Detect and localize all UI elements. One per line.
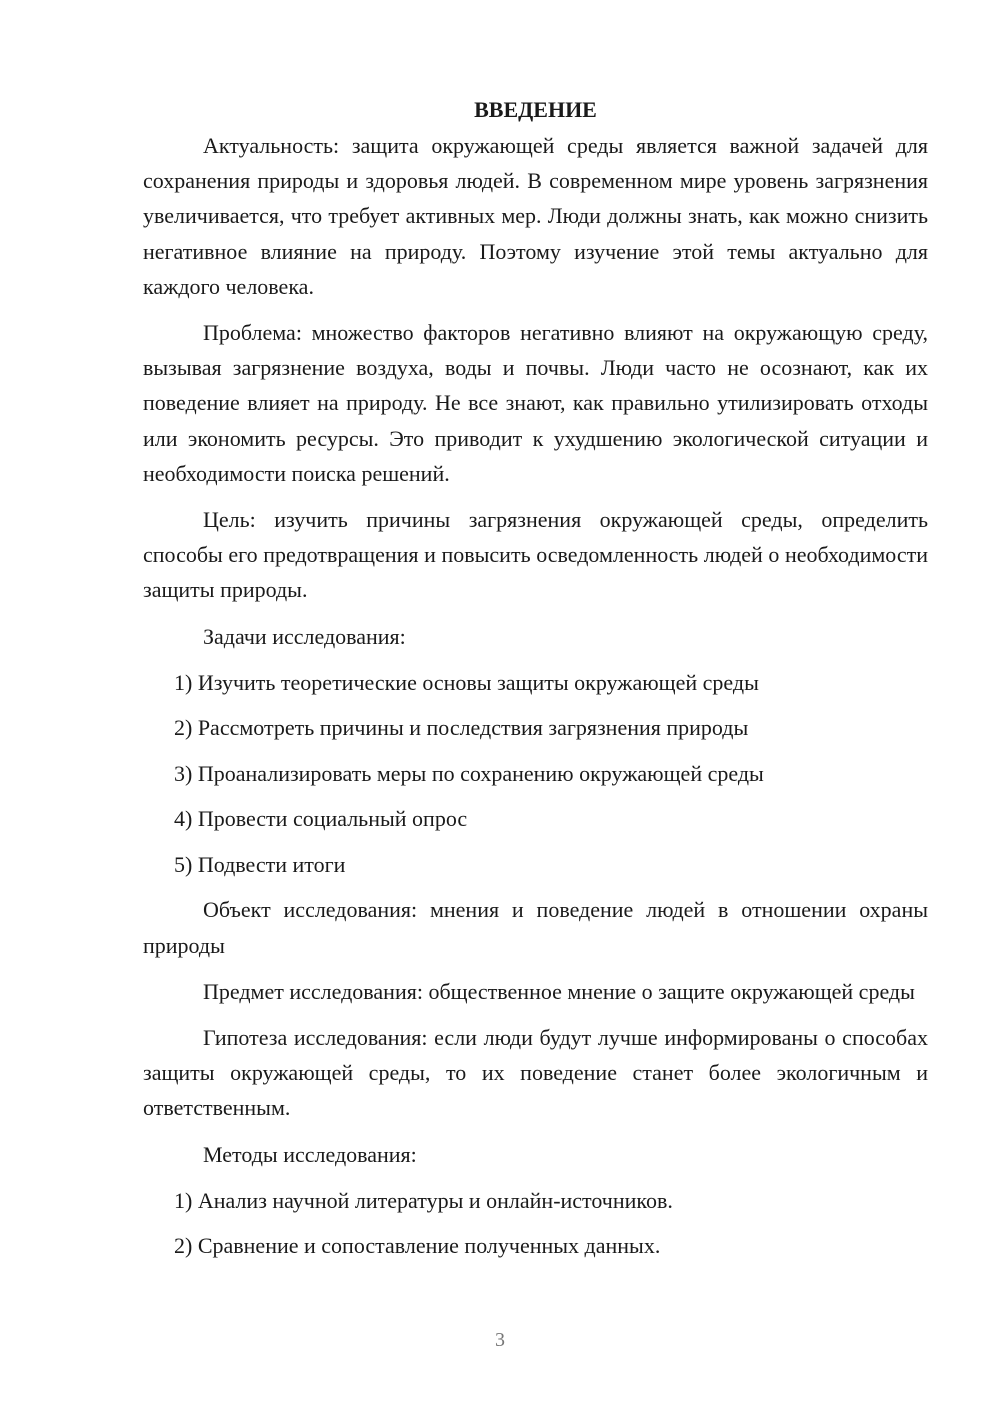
object-paragraph: Объект исследования: мнения и поведение людей в отношении охраны природы xyxy=(143,897,928,958)
task-item-4: 4) Провести социальный опрос xyxy=(174,806,468,832)
method-item-2: 2) Сравнение и сопоставление полученных данных. xyxy=(174,1233,661,1259)
problem-paragraph: Проблема: множество факторов негативно влияют на окружающую среду, вызывая загрязнение воздуха, воды и почвы. Люди часто не осознают, как их поведение влияет на природу. Не все знают, как правильно утилизировать отходы или экономить ресурсы. Это приводит к ухудшению экологической ситуации и необходимости поиска решений. xyxy=(143,320,928,486)
hypothesis-paragraph: Гипотеза исследования: если люди будут лучше информированы о способах защиты окружающей среды, то их поведение станет более экологичным и ответственным. xyxy=(143,1024,928,1121)
page-number: 3 xyxy=(495,1329,505,1351)
subject-paragraph: Предмет исследования: общественное мнение о защите окружающей среды xyxy=(203,978,915,1004)
task-item-1: 1) Изучить теоретические основы защиты окружающей среды xyxy=(174,669,759,695)
task-item-3: 3) Проанализировать меры по сохранению окружающей среды xyxy=(174,760,764,786)
document-page xyxy=(143,92,928,1274)
page-title: ВВЕДЕНИЕ xyxy=(474,97,597,122)
task-item-2: 2) Рассмотреть причины и последствия загрязнения природы xyxy=(174,715,749,741)
tasks-heading: Задачи исследования: xyxy=(203,623,406,649)
methods-heading: Методы исследования: xyxy=(203,1141,417,1167)
goal-paragraph: Цель: изучить причины загрязнения окружающей среды, определить способы его предотвращения и повысить осведомленность людей о необходимости защиты природы. xyxy=(143,507,928,603)
task-item-5: 5) Подвести итоги xyxy=(174,851,346,877)
method-item-1: 1) Анализ научной литературы и онлайн-источников. xyxy=(174,1187,673,1213)
relevance-paragraph: Актуальность: защита окружающей среды является важной задачей для сохранения природы и здоровья людей. В современном мире уровень загрязнения увеличивается, что требует активных мер. Люди должны знать, как можно снизить негативное влияние на природу. Поэтому изучение этой темы актуально для каждого человека. xyxy=(143,133,928,299)
